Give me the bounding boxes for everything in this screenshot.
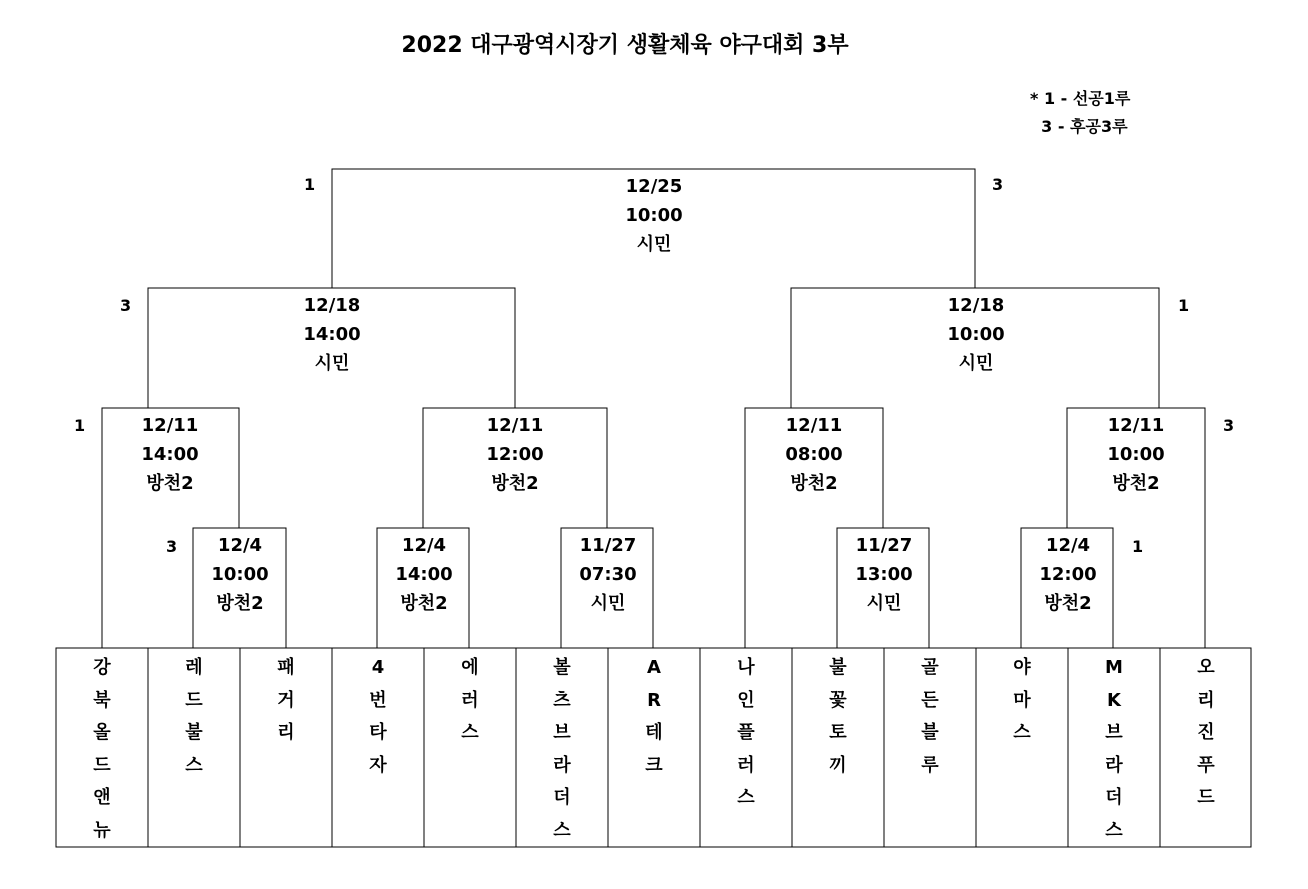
team-name-char: 토 — [829, 722, 847, 743]
team-name-char: 오 — [1197, 657, 1215, 678]
team-cell — [240, 648, 332, 847]
team-name-char: 인 — [737, 689, 755, 711]
team-name-char: 스 — [553, 819, 571, 841]
team-name-char: 야 — [1013, 657, 1031, 678]
match-date: 12/11 — [141, 415, 199, 436]
team-name-char: 러 — [461, 689, 479, 711]
team-name-char: 플 — [737, 722, 755, 743]
team-cell — [1068, 648, 1160, 847]
match-time: 10:00 — [625, 205, 683, 226]
team-name-char: 드 — [93, 754, 111, 776]
match-time: 14:00 — [303, 324, 361, 345]
team-name-char: 브 — [553, 722, 571, 743]
match-date: 12/11 — [785, 415, 843, 436]
match-time: 10:00 — [1107, 444, 1165, 465]
final-left-mark: 1 — [304, 175, 316, 194]
team-name-char: 루 — [921, 754, 939, 776]
legend-line-2: 3 - 후공3루 — [1030, 117, 1128, 136]
match-time: 14:00 — [395, 564, 453, 585]
match-date: 11/27 — [855, 535, 913, 556]
team-name-char: 리 — [277, 722, 295, 743]
match-venue: 방천2 — [1112, 473, 1160, 494]
match-venue: 시민 — [958, 353, 994, 374]
team-name-char: R — [647, 689, 661, 711]
match-venue: 방천2 — [491, 473, 539, 494]
match-time: 12:00 — [486, 444, 544, 465]
match-semi-left — [282, 291, 382, 378]
team-cell — [1160, 648, 1252, 847]
final-right-mark: 3 — [992, 175, 1004, 194]
r1a-left-mark: 3 — [166, 537, 178, 556]
team-name-char: 스 — [737, 787, 755, 808]
team-cell — [608, 648, 700, 847]
match-final — [604, 172, 704, 259]
team-name-char: 스 — [1013, 722, 1031, 743]
match-date: 12/25 — [625, 176, 683, 197]
team-name-char: 스 — [461, 722, 479, 743]
team-name-char: 불 — [185, 722, 203, 743]
team-name-char: K — [1107, 689, 1121, 711]
team-name-char: 브 — [1105, 722, 1123, 743]
team-name-char: 테 — [645, 722, 663, 743]
match-time: 10:00 — [211, 564, 269, 585]
team-name-char: 패 — [277, 657, 295, 678]
team-name-char: 든 — [921, 689, 939, 711]
match-venue: 방천2 — [790, 473, 838, 494]
match-qf3 — [764, 411, 864, 498]
match-venue: 시민 — [636, 234, 672, 255]
team-name-char: 라 — [1105, 754, 1123, 776]
team-cell — [516, 648, 608, 847]
match-r1c — [558, 531, 658, 618]
match-venue: 시민 — [590, 593, 626, 614]
team-name-char: 더 — [553, 787, 571, 808]
match-date: 11/27 — [579, 535, 637, 556]
team-name-char: 골 — [921, 657, 939, 678]
team-name-char: 스 — [185, 754, 203, 776]
match-r1e — [1018, 531, 1118, 618]
team-name-char: 뉴 — [93, 819, 111, 841]
team-name-char: 자 — [369, 754, 387, 776]
team-name-char: 푸 — [1197, 754, 1215, 776]
team-name-char: 더 — [1105, 787, 1123, 808]
team-name-char: 에 — [461, 657, 479, 678]
match-date: 12/11 — [486, 415, 544, 436]
team-name-char: 끼 — [829, 754, 847, 776]
match-venue: 방천2 — [216, 593, 264, 614]
r1e-right-mark: 1 — [1132, 537, 1144, 556]
match-semi-right — [926, 291, 1026, 378]
match-date: 12/11 — [1107, 415, 1165, 436]
team-name-char: 진 — [1197, 722, 1215, 743]
team-name-char: 리 — [1197, 689, 1215, 711]
team-cell — [148, 648, 240, 847]
match-venue: 방천2 — [146, 473, 194, 494]
team-name-char: 마 — [1013, 689, 1031, 711]
team-name-char: 강 — [93, 657, 111, 678]
team-name-char: 불 — [829, 657, 847, 678]
match-qf2 — [465, 411, 565, 498]
team-name-char: 츠 — [553, 689, 571, 711]
match-venue: 시민 — [314, 353, 350, 374]
match-qf4 — [1086, 411, 1186, 498]
team-cell — [56, 648, 148, 847]
team-name-char: 러 — [737, 754, 755, 776]
match-time: 08:00 — [785, 444, 843, 465]
qf1-left-mark: 1 — [74, 416, 86, 435]
team-name-char: 스 — [1105, 819, 1123, 841]
match-date: 12/18 — [947, 295, 1005, 316]
team-name-char: A — [647, 657, 661, 678]
team-name-char: 볼 — [553, 657, 571, 678]
team-name-char: 레 — [185, 657, 203, 678]
team-name-char: 타 — [369, 722, 387, 743]
team-cell — [700, 648, 792, 847]
team-cell — [792, 648, 884, 847]
team-name-char: 드 — [1197, 787, 1215, 808]
team-name-char: 크 — [645, 754, 663, 776]
team-cell — [884, 648, 976, 847]
match-venue: 방천2 — [1044, 593, 1092, 614]
semi-right-mark: 1 — [1178, 296, 1190, 315]
team-name-char: 꽃 — [829, 689, 847, 711]
match-r1a — [190, 531, 290, 618]
team-name-char: 블 — [921, 722, 939, 743]
page-title: 2022 대구광역시장기 생활체육 야구대회 3부 — [401, 33, 849, 58]
team-name-char: 4 — [371, 657, 385, 678]
match-venue: 방천2 — [400, 593, 448, 614]
match-r1b — [374, 531, 474, 618]
team-name-char: 나 — [737, 657, 755, 678]
team-cell — [976, 648, 1068, 847]
team-name-char: 거 — [277, 689, 295, 711]
team-name-char: 번 — [369, 689, 387, 711]
match-venue: 시민 — [866, 593, 902, 614]
match-time: 12:00 — [1039, 564, 1097, 585]
team-name-char: 라 — [553, 754, 571, 776]
qf4-right-mark: 3 — [1223, 416, 1235, 435]
semi-left-mark: 3 — [120, 296, 132, 315]
match-date: 12/4 — [217, 535, 263, 556]
match-time: 14:00 — [141, 444, 199, 465]
match-date: 12/4 — [1045, 535, 1091, 556]
team-name-char: 올 — [93, 722, 111, 743]
match-date: 12/4 — [401, 535, 447, 556]
legend-line-1: * 1 - 선공1루 — [1030, 89, 1131, 108]
team-name-char: 북 — [93, 689, 111, 711]
match-r1d — [834, 531, 934, 618]
team-name-char: 드 — [185, 689, 203, 711]
team-name-char: M — [1105, 657, 1123, 678]
match-time: 07:30 — [579, 564, 637, 585]
match-time: 13:00 — [855, 564, 913, 585]
match-time: 10:00 — [947, 324, 1005, 345]
match-date: 12/18 — [303, 295, 361, 316]
match-qf1 — [120, 411, 220, 498]
team-name-char: 앤 — [93, 787, 111, 808]
team-cell — [332, 648, 424, 847]
team-cell — [424, 648, 516, 847]
